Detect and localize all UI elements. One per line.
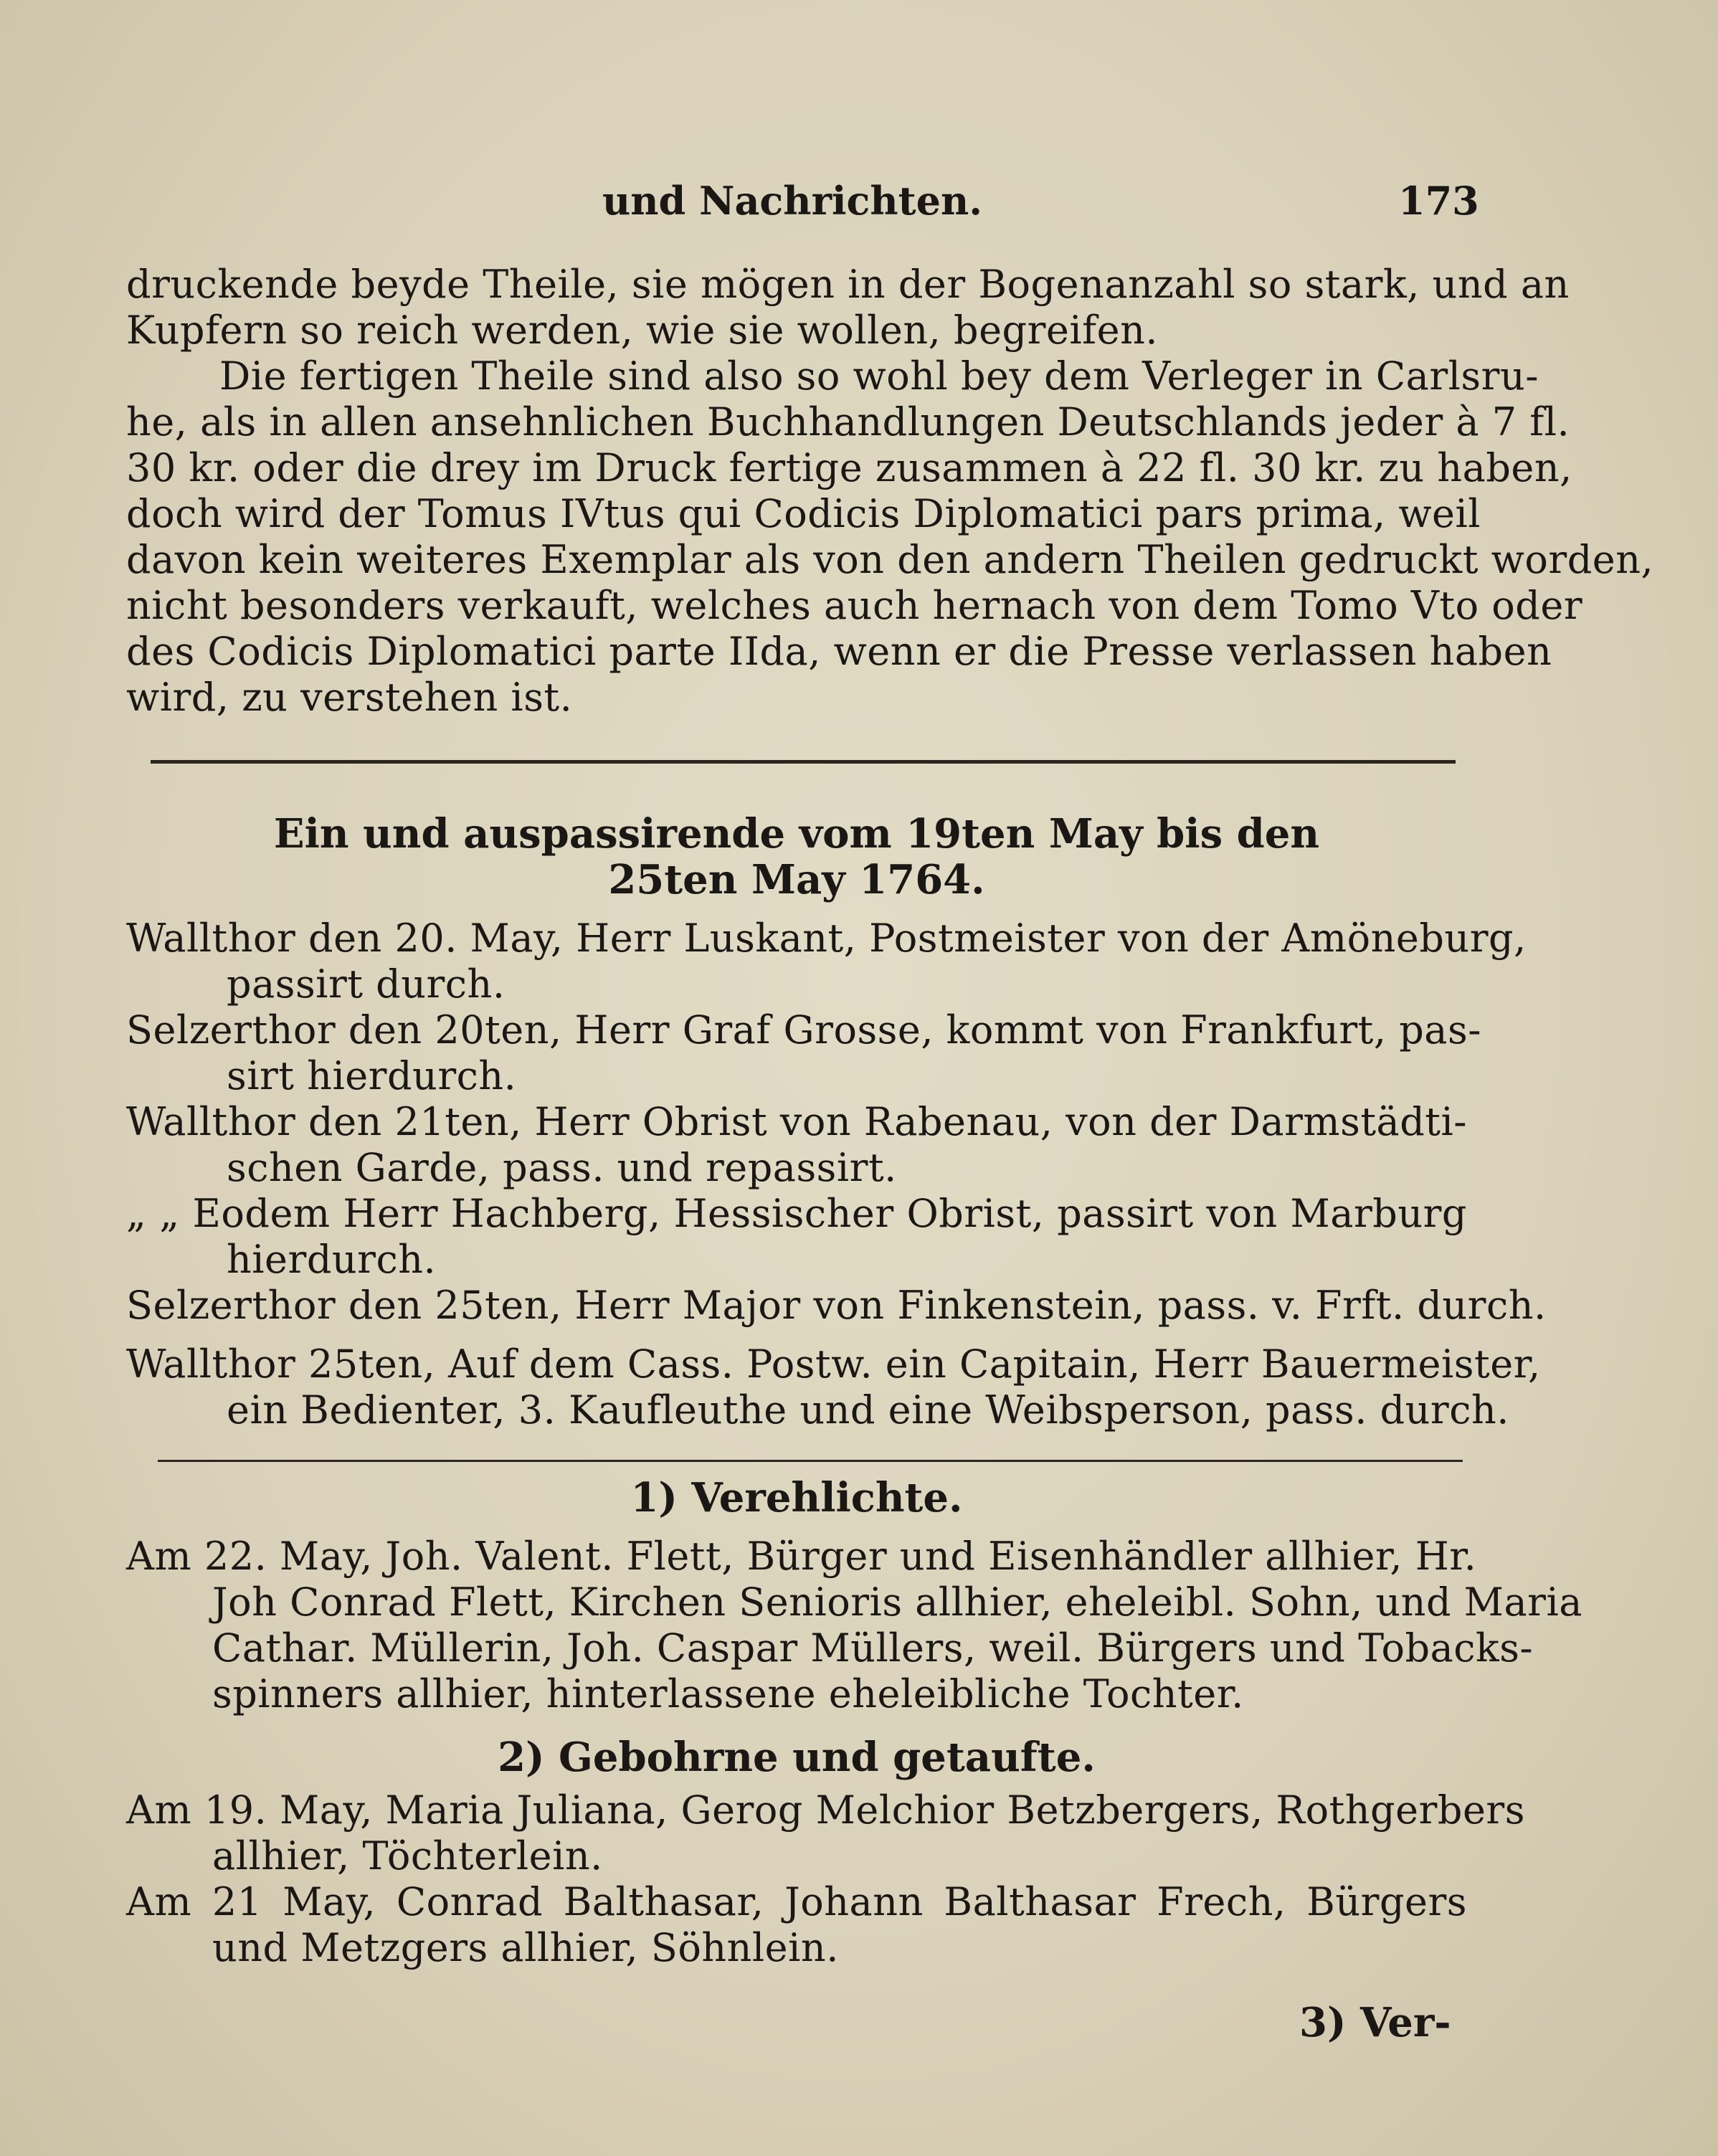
travel-entry-line: Wallthor den 21ten, Herr Obrist von Rabenau, von der Darmstädti- [126,1099,1467,1144]
born-entry-line: Am 19. May, Maria Juliana, Gerog Melchior Betzbergers, Rothgerbers [126,1787,1525,1833]
intro-line-9: des Codicis Diplomatici parte IIda, wenn er die Presse verlassen haben [126,629,1552,674]
travel-entry-line: Wallthor 25ten, Auf dem Cass. Postw. ein Capitain, Herr Bauermeister, [126,1341,1541,1387]
travel-heading-line-2: 25ten May 1764. [608,856,985,903]
running-head: und Nachrichten. [602,178,983,224]
intro-line-2: Kupfern so reich werden, wie sie wollen, begreifen. [126,308,1159,353]
born-entry-line: allhier, Töchterlein. [212,1833,603,1879]
married-heading: 1) Verehlichte. [630,1474,963,1521]
travel-entry-line: Selzerthor den 25ten, Herr Major von Finkenstein, pass. v. Frft. durch. [126,1283,1547,1328]
travel-entry-line: hierdurch. [227,1237,437,1282]
travel-entry-line: ein Bedienter, 3. Kaufleuthe und eine Weibsperson, pass. durch. [227,1387,1509,1433]
travel-entry-line: sirt hierdurch. [227,1053,517,1098]
travel-entry-line: „ „ Eodem Herr Hachberg, Hessischer Obrist, passirt von Marburg [126,1191,1467,1236]
intro-line-3: Die fertigen Theile sind also so wohl bey dem Verleger in Carlsru- [219,353,1539,399]
intro-line-6: doch wird der Tomus IVtus qui Codicis Diplomatici pars prima, weil [126,491,1481,536]
born-heading: 2) Gebohrne und getaufte. [498,1734,1096,1781]
married-entry-line: Am 22. May, Joh. Valent. Flett, Bürger und Eisenhändler allhier, Hr. [126,1534,1477,1579]
section-divider-1 [151,760,1456,764]
married-entry-line: spinners allhier, hinterlassene eheleibliche Tochter. [212,1671,1244,1716]
intro-line-4: he, als in allen ansehnlichen Buchhandlungen Deutschlands jeder à 7 fl. [126,399,1570,445]
born-entry-line: Am 21 May, Conrad Balthasar, Johann Balthasar Frech, Bürgers [126,1879,1467,1924]
page-number: 173 [1398,178,1479,224]
section-divider-2 [158,1460,1463,1462]
travel-entry-line: Wallthor den 20. May, Herr Luskant, Postmeister von der Amöneburg, [126,916,1527,961]
married-entry-line: Joh Conrad Flett, Kirchen Senioris allhier, eheleibl. Sohn, und Maria [212,1580,1582,1625]
intro-line-1: druckende beyde Theile, sie mögen in der Bogenanzahl so stark, und an [126,262,1570,307]
intro-line-5: 30 kr. oder die drey im Druck fertige zusammen à 22 fl. 30 kr. zu haben, [126,445,1572,490]
intro-line-10: wird, zu verstehen ist. [126,675,573,720]
travel-entry-line: passirt durch. [227,961,506,1007]
catchword: 3) Ver- [1299,1999,1451,2046]
intro-line-7: davon kein weiteres Exemplar als von den andern Theilen gedruckt worden, [126,537,1654,582]
travel-entry-line: Selzerthor den 20ten, Herr Graf Grosse, kommt von Frankfurt, pas- [126,1007,1481,1053]
intro-line-8: nicht besonders verkauft, welches auch hernach von dem Tomo Vto oder [126,583,1583,628]
married-entry-line: Cathar. Müllerin, Joh. Caspar Müllers, weil. Bürgers und Tobacks- [212,1625,1534,1671]
born-entry-line: und Metzgers allhier, Söhnlein. [212,1925,839,1970]
travel-entry-line: schen Garde, pass. und repassirt. [227,1145,897,1190]
travel-heading-line-1: Ein und auspassirende vom 19ten May bis den [273,810,1320,858]
